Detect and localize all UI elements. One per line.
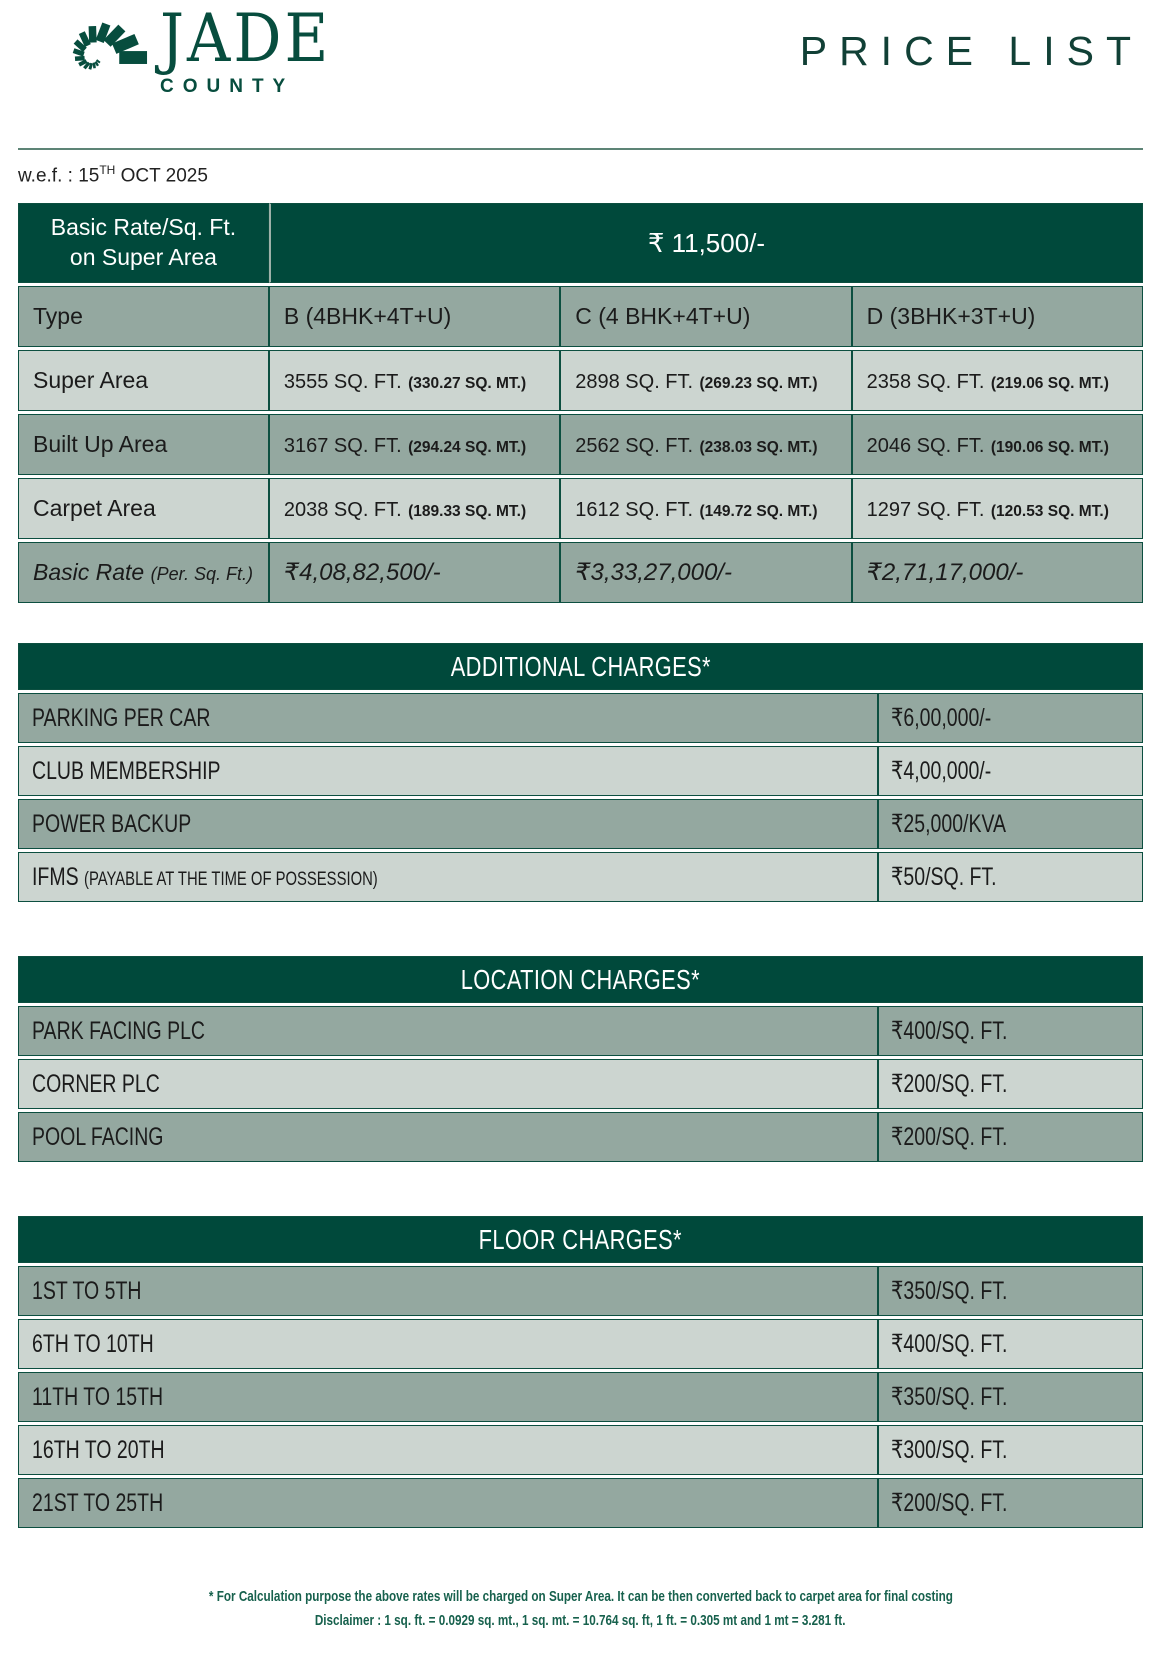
type-b-cell (269, 286, 560, 347)
rate-corner-cell (18, 203, 269, 283)
charge-row (18, 1425, 1143, 1475)
carpet-d-cell: 1297 SQ. FT. (120.53 SQ. MT.) (852, 478, 1143, 539)
basic-rate-d-cell: ₹2,71,17,000/- (852, 542, 1143, 603)
super-area-c-cell: 2898 SQ. FT. (269.23 SQ. MT.) (560, 350, 851, 411)
row-label: Type (33, 303, 83, 330)
section-title: LOCATION CHARGES* (460, 963, 701, 995)
section-title-row (18, 643, 1143, 690)
basic-rate-row (18, 542, 1143, 603)
row-label: Built Up Area (33, 431, 168, 458)
carpet-c-cell: 1612 SQ. FT. (149.72 SQ. MT.) (560, 478, 851, 539)
effective-date-suffix: OCT 2025 (115, 165, 208, 187)
page-header (18, 0, 1143, 148)
charge-value-cell: ₹350/SQ. FT. (878, 1372, 1144, 1422)
type-d-cell (852, 286, 1143, 347)
footer-notes (18, 1585, 1143, 1632)
charge-value-cell: ₹6,00,000/- (878, 693, 1144, 743)
super-area-row (18, 350, 1143, 411)
section-title: FLOOR CHARGES* (478, 1223, 683, 1255)
charge-label-cell: PARKING PER CAR (18, 693, 878, 743)
charge-row (18, 1112, 1143, 1162)
super-area-label-cell (18, 350, 269, 411)
charge-label-cell: 1ST TO 5TH (18, 1266, 878, 1316)
brand-subtitle: COUNTY (160, 76, 295, 97)
charge-label-cell: 21ST TO 25TH (18, 1478, 878, 1528)
charge-label-cell: IFMS (PAYABLE AT THE TIME OF POSSESSION) (18, 852, 878, 902)
charge-value-cell: ₹350/SQ. FT. (878, 1266, 1144, 1316)
effective-date (18, 163, 1143, 187)
page-title: PRICE LIST (799, 28, 1143, 74)
additional-charges-table (18, 640, 1143, 905)
charge-label-cell: 11TH TO 15TH (18, 1372, 878, 1422)
charge-label-cell: POOL FACING (18, 1112, 878, 1162)
carpet-b-cell: 2038 SQ. FT. (189.33 SQ. MT.) (269, 478, 560, 539)
charge-row (18, 852, 1143, 902)
charge-label-cell: PARK FACING PLC (18, 1006, 878, 1056)
charge-value-cell: ₹300/SQ. FT. (878, 1425, 1144, 1475)
charge-label-cell: POWER BACKUP (18, 799, 878, 849)
type-c: C (4 BHK+4T+U) (575, 303, 751, 330)
section-title-row (18, 956, 1143, 1003)
rate-table (18, 200, 1143, 606)
charge-label-cell: 16TH TO 20TH (18, 1425, 878, 1475)
basic-rate-b-cell: ₹4,08,82,500/- (269, 542, 560, 603)
basic-rate-c-cell: ₹3,33,27,000/- (560, 542, 851, 603)
charge-value-cell: ₹200/SQ. FT. (878, 1059, 1144, 1109)
charge-row (18, 693, 1143, 743)
super-area-b-cell: 3555 SQ. FT. (330.27 SQ. MT.) (269, 350, 560, 411)
carpet-area-row (18, 478, 1143, 539)
section-title: ADDITIONAL CHARGES* (450, 650, 711, 682)
charge-value-cell: ₹400/SQ. FT. (878, 1006, 1144, 1056)
section-title-row (18, 1216, 1143, 1263)
effective-date-ordinal: TH (99, 163, 116, 177)
built-up-b-cell: 3167 SQ. FT. (294.24 SQ. MT.) (269, 414, 560, 475)
footer-calculation-note: * For Calculation purpose the above rates will be charged on Super Area. It can be then converted back to carpet area for final costing (208, 1588, 953, 1606)
basic-rate-label-cell: Basic Rate (Per. Sq. Ft.) (18, 542, 269, 603)
rate-corner-line2: on Super Area (69, 244, 217, 271)
row-label: Super Area (33, 367, 149, 394)
charge-value-cell: ₹400/SQ. FT. (878, 1319, 1144, 1369)
brand-block (18, 0, 331, 120)
charge-row (18, 1372, 1143, 1422)
additional-charges-title-cell (18, 643, 1143, 690)
charge-row (18, 1266, 1143, 1316)
built-up-c-cell: 2562 SQ. FT. (238.03 SQ. MT.) (560, 414, 851, 475)
charge-row (18, 1059, 1143, 1109)
type-row (18, 286, 1143, 347)
type-b: B (4BHK+4T+U) (283, 303, 452, 330)
brand-text (160, 2, 331, 98)
charge-row (18, 1319, 1143, 1369)
type-label-cell (18, 286, 269, 347)
charge-row (18, 746, 1143, 796)
floor-charges-title-cell (18, 1216, 1143, 1263)
charge-value-cell: ₹25,000/KVA (878, 799, 1144, 849)
rate-header-row (18, 203, 1143, 283)
rate-corner-line1: Basic Rate/Sq. Ft. (50, 214, 237, 241)
built-up-label-cell (18, 414, 269, 475)
built-up-area-row (18, 414, 1143, 475)
charge-label-cell: CLUB MEMBERSHIP (18, 746, 878, 796)
basic-rate-value: ₹ 11,500/- (647, 227, 766, 258)
basic-rate-value-cell (269, 203, 1143, 283)
effective-date-prefix: w.e.f. : 15 (18, 165, 100, 187)
charge-value-cell: ₹50/SQ. FT. (878, 852, 1144, 902)
charge-row (18, 1006, 1143, 1056)
header-divider (18, 148, 1143, 150)
charge-row (18, 1478, 1143, 1528)
charge-row (18, 799, 1143, 849)
type-d: D (3BHK+3T+U) (866, 303, 1036, 330)
location-charges-table (18, 953, 1143, 1165)
charge-label-cell: 6TH TO 10TH (18, 1319, 878, 1369)
built-up-d-cell: 2046 SQ. FT. (190.06 SQ. MT.) (852, 414, 1143, 475)
charge-value-cell: ₹200/SQ. FT. (878, 1112, 1144, 1162)
location-charges-title-cell (18, 956, 1143, 1003)
floor-charges-table (18, 1213, 1143, 1531)
charge-value-cell: ₹200/SQ. FT. (878, 1478, 1144, 1528)
carpet-label-cell (18, 478, 269, 539)
charge-value-cell: ₹4,00,000/- (878, 746, 1144, 796)
super-area-d-cell: 2358 SQ. FT. (219.06 SQ. MT.) (852, 350, 1143, 411)
footer-disclaimer: Disclaimer : 1 sq. ft. = 0.0929 sq. mt., 1 sq. mt. = 10.764 sq. ft, 1 ft. = 0.305 mt and 1 mt = 3.281 ft. (315, 1611, 846, 1629)
type-c-cell (560, 286, 851, 347)
charge-label-cell: CORNER PLC (18, 1059, 878, 1109)
charge-label-note: (PAYABLE AT THE TIME OF POSSESSION) (84, 868, 378, 890)
brand-name: JADE (160, 0, 332, 78)
spiral-fan-icon (18, 2, 152, 120)
row-label: Carpet Area (33, 495, 156, 522)
